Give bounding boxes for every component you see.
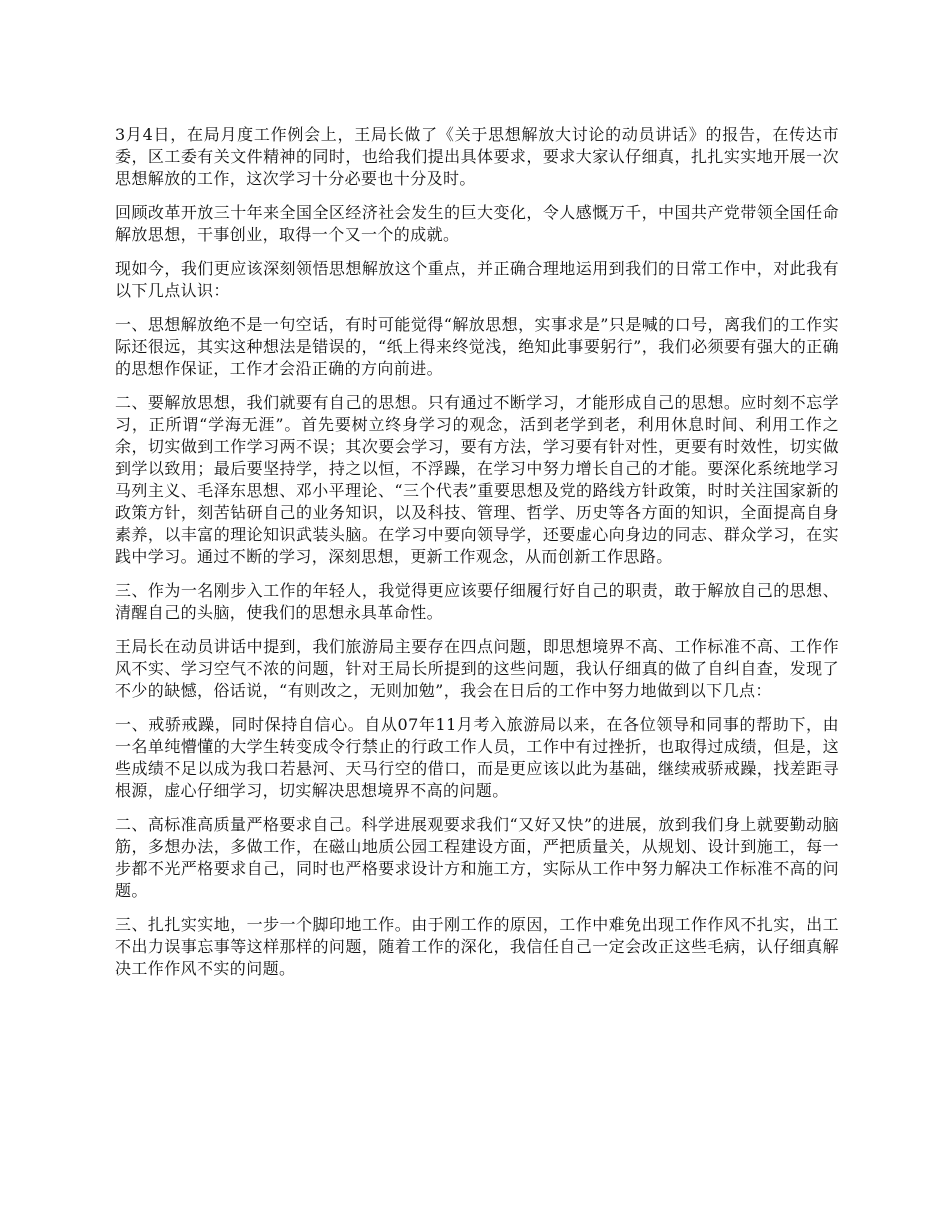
paragraph-7: 王局长在动员讲话中提到，我们旅游局主要存在四点问题，即思想境界不高、工作标准不高、工作作风不实、学习空气不浓的问题，针对王局长所提到的这些问题，我认仔细真的做了自纠自查，发现了不少的缺憾，俗话说，“有则改之，无则加勉”，我会在日后的工作中努力地做到以下几点： [115, 637, 839, 700]
paragraph-6: 三、作为一名刚步入工作的年轻人，我觉得更应该要仔细履行好自己的职责，敢于解放自己的思想、清醒自己的头脑，使我们的思想永具革命性。 [115, 581, 839, 622]
paragraph-10: 三、扎扎实实地，一步一个脚印地工作。由于刚工作的原因，工作中难免出现工作作风不扎实，出工不出力误事忘事等这样那样的问题，随着工作的深化，我信任自己一定会改正这些毛病，认仔细真解决工作作风不实的问题。 [115, 915, 839, 978]
paragraph-4: 一、思想解放绝不是一句空话，有时可能觉得“解放思想，实事求是”只是喊的口号，离我们的工作实际还很远，其实这种想法是错误的，“纸上得来终觉浅，绝知此事要躬行”，我们必须要有强大的正确的思想作保证，工作才会沿正确的方向前进。 [115, 315, 839, 378]
paragraph-1: 3月4日，在局月度工作例会上，王局长做了《关于思想解放大讨论的动员讲话》的报告，在传达市委，区工委有关文件精神的同时，也给我们提出具体要求，要求大家认仔细真，扎扎实实地开展一次思想解放的工作，这次学习十分必要也十分及时。 [115, 125, 839, 188]
paragraph-2: 回顾改革开放三十年来全国全区经济社会发生的巨大变化，令人感慨万千，中国共产党带领全国任命解放思想，干事创业，取得一个又一个的成就。 [115, 203, 839, 244]
paragraph-9: 二、高标准高质量严格要求自己。科学进展观要求我们“又好又快”的进展，放到我们身上就要勤动脑筋，多想办法，多做工作，在磁山地质公园工程建设方面，严把质量关，从规划、设计到施工，每一步都不光严格要求自己，同时也严格要求设计方和施工方，实际从工作中努力解决工作标准不高的问题。 [115, 815, 839, 900]
document-body [115, 124, 839, 992]
paragraph-3: 现如今，我们更应该深刻领悟思想解放这个重点，并正确合理地运用到我们的日常工作中，对此我有以下几点认识： [115, 259, 839, 300]
paragraph-8: 一、戒骄戒躁，同时保持自信心。自从07年11月考入旅游局以来，在各位领导和同事的帮助下，由一名单纯懵懂的大学生转变成令行禁止的行政工作人员，工作中有过挫折，也取得过成绩，但是，这些成绩不足以成为我口若悬河、天马行空的借口，而是更应该以此为基础，继续戒骄戒躁，找差距寻根源，虚心仔细学习，切实解决思想境界不高的问题。 [115, 715, 839, 800]
paragraph-5: 二、要解放思想，我们就要有自己的思想。只有通过不断学习，才能形成自己的思想。应时刻不忘学习，正所谓“学海无涯”。首先要树立终身学习的观念，活到老学到老，利用休息时间、利用工作之余，切实做到工作学习两不误；其次要会学习，要有方法，学习要有针对性，更要有时效性，切实做到学以致用；最后要坚持学，持之以恒，不浮躁，在学习中努力增长自己的才能。要深化系统地学习马列主义、毛泽东思想、邓小平理论、“三个代表”重要思想及党的路线方针政策，时时关注国家新的政策方针，刻苦钻研自己的业务知识，以及科技、管理、哲学、历史等各方面的知识，全面提高自身素养，以丰富的理论知识武装头脑。在学习中要向领导学，还要虚心向身边的同志、群众学习，在实践中学习。通过不断的学习，深刻思想，更新工作观念，从而创新工作思路。 [115, 393, 839, 566]
